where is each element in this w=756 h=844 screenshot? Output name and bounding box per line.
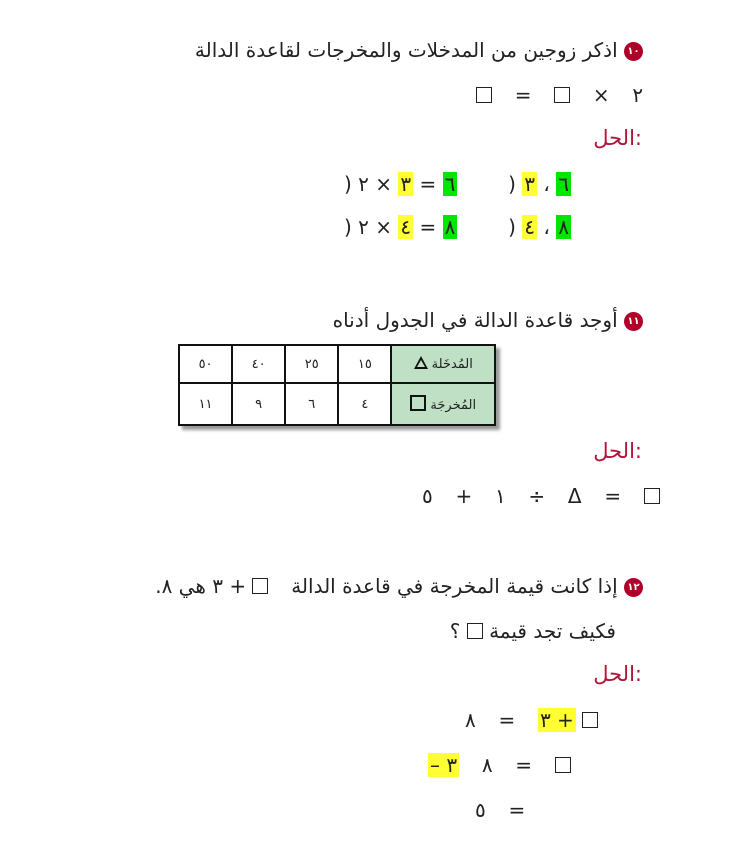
eq-times: × [375, 215, 393, 239]
answer-divide: ÷ [528, 484, 546, 508]
q11-solution-label: الحل: [593, 439, 642, 463]
answer-one: ١ [494, 484, 506, 508]
step-equals: = [508, 798, 526, 822]
pair-close: ( [508, 215, 516, 239]
step-equals: = [498, 708, 516, 732]
eq-sign: = [419, 215, 437, 239]
step-eight: ٨ [465, 708, 476, 732]
table-cell: ٢٥ [285, 345, 338, 383]
q12-step-1 [465, 708, 598, 732]
table-row-inputs [179, 345, 495, 383]
pair-input: ٣ [524, 172, 536, 196]
eq-two: ٢ [358, 215, 369, 239]
output-box-symbol [555, 757, 571, 773]
output-box-symbol [476, 87, 492, 103]
q12-number-badge: ١٢ [624, 578, 643, 597]
q11-heading [333, 308, 643, 332]
square-icon [410, 395, 426, 411]
q12-text-c: فكيف تجد قيمة [489, 619, 616, 643]
output-box-symbol [582, 712, 598, 728]
step-plus-three: + ٣ [539, 708, 574, 732]
output-box-symbol [467, 623, 483, 639]
pair-separator: ، [543, 172, 550, 196]
pair-separator: ، [543, 215, 550, 239]
q12-text-b: + ٣ هي ٨. [155, 574, 247, 598]
eq-input: ٣ [400, 172, 412, 196]
step-minus-three: ٣ – [430, 753, 458, 777]
answer-five: ٥ [422, 484, 433, 508]
input-header [391, 345, 495, 383]
q12-step-2 [428, 753, 571, 777]
input-box-symbol [554, 87, 570, 103]
eq-times: × [375, 172, 393, 196]
table-row-outputs [179, 383, 495, 425]
pair-output: ٦ [558, 172, 569, 196]
q12-text-d: ؟ [449, 619, 461, 643]
triangle-icon [414, 356, 428, 369]
input-header-label: المُدخَلة [431, 357, 473, 373]
q10-text: اذكر زوجين من المدخلات والمخرجات لقاعدة الدالة [194, 38, 618, 62]
q11-answer [422, 484, 660, 508]
eq-two: ٢ [358, 172, 369, 196]
output-box-symbol [644, 488, 660, 504]
step-equals: = [515, 753, 533, 777]
eq-sign: = [419, 172, 437, 196]
q11-text: أوجد قاعدة الدالة في الجدول أدناه [332, 308, 618, 332]
step-five: ٥ [475, 798, 486, 822]
rule-equals: = [514, 83, 532, 107]
q11-number-badge: ١١ [624, 312, 643, 331]
q12-heading [155, 574, 643, 598]
eq-output: ٨ [444, 215, 456, 239]
pair-output: ٨ [558, 215, 569, 239]
q10-rule [476, 83, 643, 107]
table-cell: ٦ [285, 383, 338, 425]
table-cell: ٤ [338, 383, 391, 425]
q12-solution-label: الحل: [593, 662, 642, 686]
q10-heading [195, 38, 643, 62]
q10-number-badge: ١٠ [624, 42, 643, 61]
rule-times: × [592, 83, 610, 107]
answer-equals: = [604, 484, 622, 508]
output-box-symbol [252, 578, 268, 594]
output-header [391, 383, 495, 425]
table-cell: ٥٠ [179, 345, 232, 383]
eq-input: ٤ [400, 215, 412, 239]
q12-question [450, 619, 616, 643]
step-eight: ٨ [481, 753, 493, 777]
table-cell: ٩ [232, 383, 285, 425]
output-header-label: المُخرجَة [430, 398, 477, 414]
table-cell: ١٥ [338, 345, 391, 383]
table-cell: ٤٠ [232, 345, 285, 383]
pair-close: ( [508, 172, 516, 196]
q10-pair-row-2 [344, 215, 571, 239]
q10-solution-label: الحل: [593, 126, 642, 150]
eq-output: ٦ [444, 172, 456, 196]
table-cell: ١١ [179, 383, 232, 425]
q12-step-3 [475, 798, 525, 822]
answer-plus: + [455, 484, 473, 508]
pair-open: ) [344, 172, 352, 196]
pair-open: ) [344, 215, 352, 239]
rule-number: ٢ [632, 83, 644, 107]
pair-input: ٤ [524, 215, 536, 239]
q12-text-a: إذا كانت قيمة المخرجة في قاعدة الدالة [291, 574, 618, 598]
q10-pair-row-1 [344, 172, 571, 196]
function-table [178, 344, 496, 426]
answer-delta: Δ [567, 484, 582, 508]
